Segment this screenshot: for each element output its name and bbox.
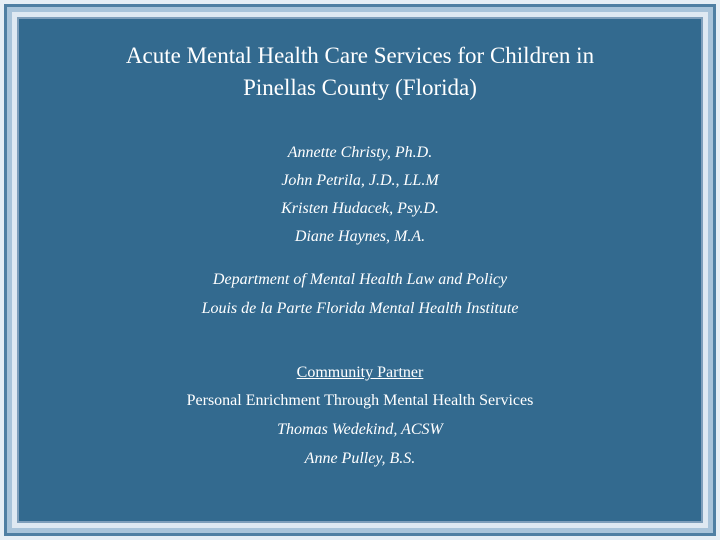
author-2: John Petrila, J.D., LL.M — [281, 172, 439, 189]
affiliation-institute: Louis de la Parte Florida Mental Health Institute — [201, 300, 519, 317]
author-3: Kristen Hudacek, Psy.D. — [281, 200, 439, 217]
author-4: Diane Haynes, M.A. — [294, 228, 426, 245]
affiliation-department: Department of Mental Health Law and Policy — [212, 271, 508, 288]
title-line-2: Pinellas County (Florida) — [243, 75, 477, 100]
partner-person-2: Anne Pulley, B.S. — [304, 450, 416, 467]
community-partner-heading: Community Partner — [296, 364, 424, 381]
slide-content — [19, 19, 701, 521]
title-line-1: Acute Mental Health Care Services for Children in — [125, 43, 595, 68]
author-1: Annette Christy, Ph.D. — [287, 144, 433, 161]
partner-organization: Personal Enrichment Through Mental Health Services — [186, 392, 534, 409]
slide-title — [19, 40, 701, 104]
partner-person-1: Thomas Wedekind, ACSW — [277, 421, 443, 438]
